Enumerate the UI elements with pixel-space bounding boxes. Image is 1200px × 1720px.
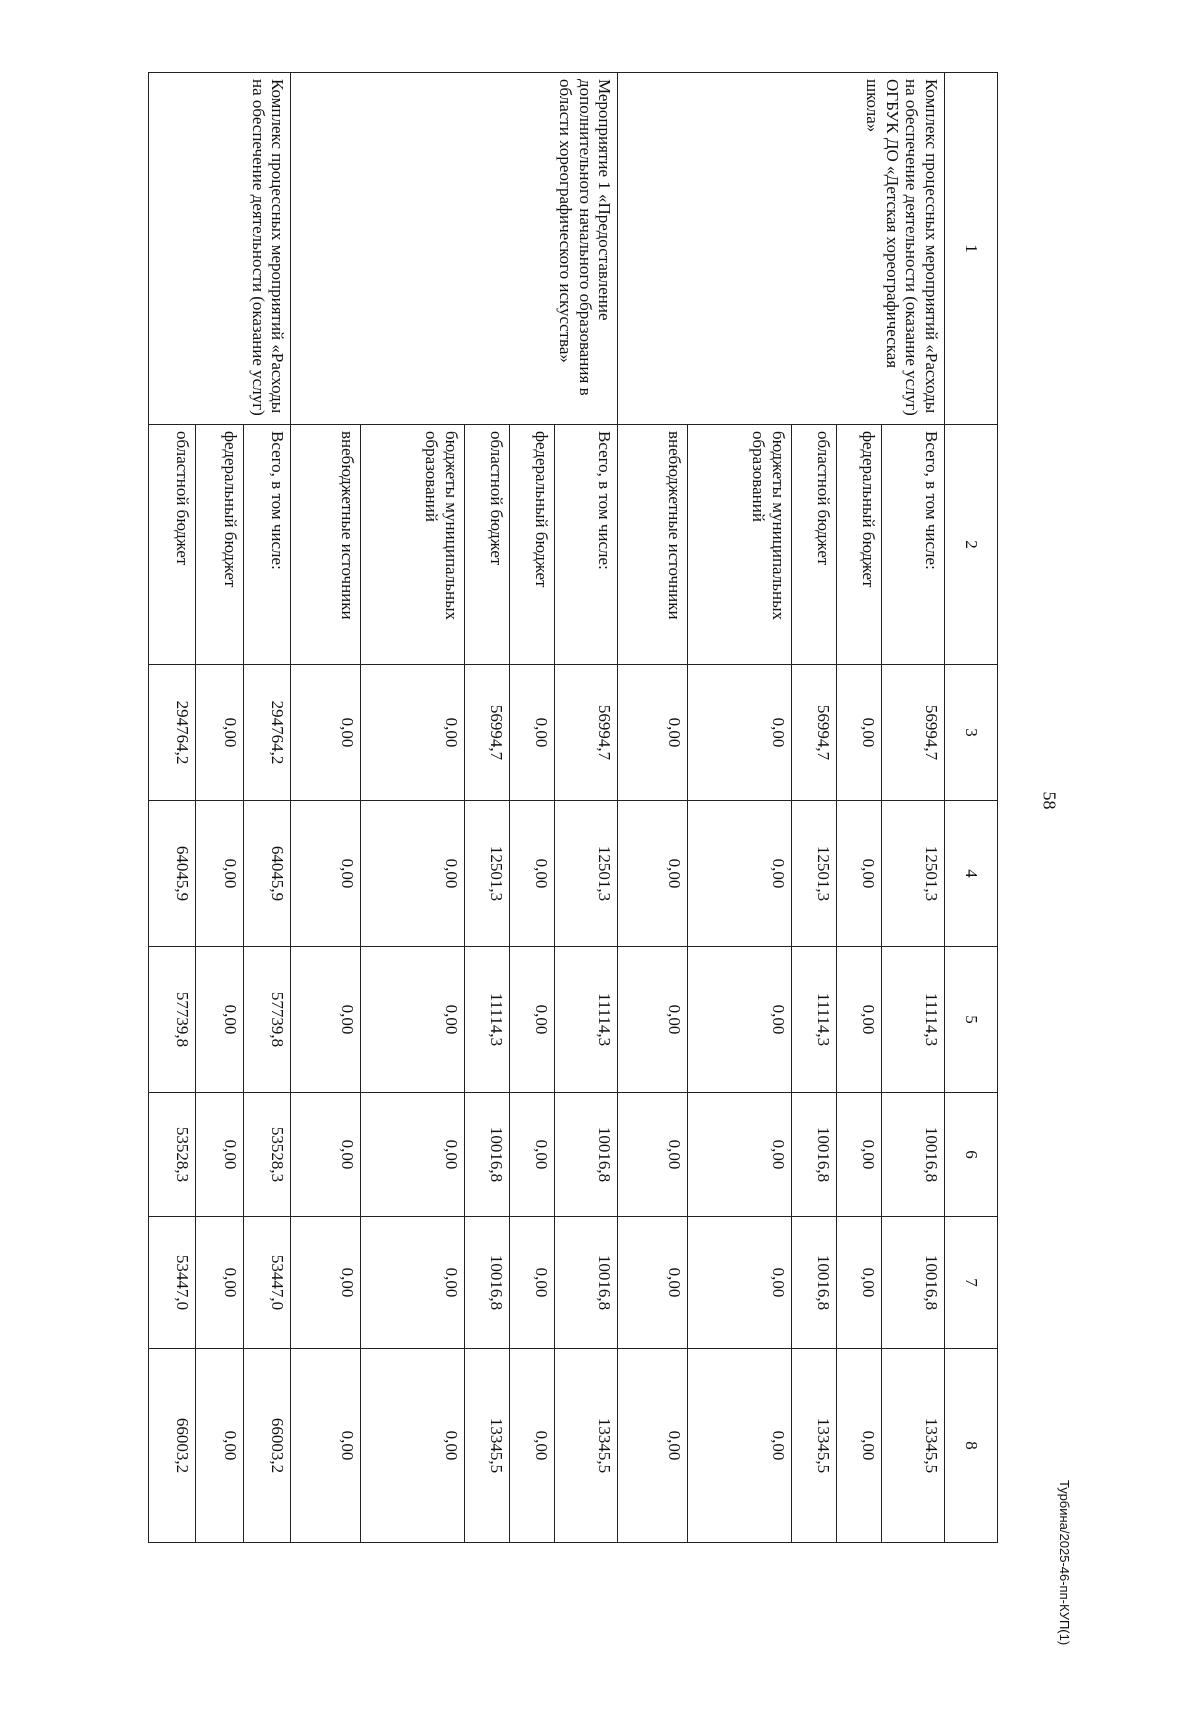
amount-cell: 56994,7 bbox=[881, 665, 944, 801]
page-number: 58 bbox=[1039, 791, 1060, 810]
amount-cell: 10016,8 bbox=[554, 1093, 617, 1217]
amount-cell: 0,00 bbox=[196, 801, 243, 947]
amount-cell: 0,00 bbox=[836, 801, 881, 947]
amount-cell: 0,00 bbox=[196, 1217, 243, 1349]
amount-cell: 13345,5 bbox=[554, 1349, 617, 1543]
amount-cell: 0,00 bbox=[361, 947, 465, 1093]
amount-cell: 0,00 bbox=[196, 665, 243, 801]
amount-cell: 0,00 bbox=[618, 801, 688, 947]
amount-cell: 13345,5 bbox=[881, 1349, 944, 1543]
amount-cell: 0,00 bbox=[836, 1217, 881, 1349]
amount-cell: 10016,8 bbox=[554, 1217, 617, 1349]
amount-cell: 0,00 bbox=[196, 1093, 243, 1217]
amount-cell: 0,00 bbox=[509, 1349, 554, 1543]
amount-cell: 294764,2 bbox=[149, 665, 196, 801]
table-row bbox=[554, 73, 617, 1543]
amount-cell: 10016,8 bbox=[464, 1093, 509, 1217]
activity-name: Комплекс процессных мероприятий «Расходы на обеспечение деятельности (оказание услуг) bbox=[149, 73, 291, 425]
amount-cell: 0,00 bbox=[687, 665, 791, 801]
amount-cell: 13345,5 bbox=[791, 1349, 836, 1543]
amount-cell: 53528,3 bbox=[243, 1093, 290, 1217]
funding-source: федеральный бюджет bbox=[836, 425, 881, 665]
amount-cell: 12501,3 bbox=[791, 801, 836, 947]
budget-table-container bbox=[148, 72, 998, 1542]
document-code: Турбина/2025-46-пп-КУП(1) bbox=[1057, 1480, 1072, 1646]
amount-cell: 0,00 bbox=[687, 1349, 791, 1543]
amount-cell: 10016,8 bbox=[791, 1093, 836, 1217]
funding-source: Всего, в том числе: bbox=[554, 425, 617, 665]
funding-source: бюджеты муниципальных образований bbox=[361, 425, 465, 665]
amount-cell: 0,00 bbox=[509, 665, 554, 801]
amount-cell: 0,00 bbox=[291, 801, 361, 947]
amount-cell: 294764,2 bbox=[243, 665, 290, 801]
amount-cell: 0,00 bbox=[509, 1217, 554, 1349]
amount-cell: 0,00 bbox=[836, 947, 881, 1093]
amount-cell: 57739,8 bbox=[149, 947, 196, 1093]
amount-cell: 0,00 bbox=[196, 947, 243, 1093]
amount-cell: 0,00 bbox=[836, 1093, 881, 1217]
amount-cell: 56994,7 bbox=[464, 665, 509, 801]
column-header-3: 3 bbox=[945, 665, 998, 801]
table-row bbox=[881, 73, 944, 1543]
amount-cell: 57739,8 bbox=[243, 947, 290, 1093]
funding-source: Всего, в том числе: bbox=[881, 425, 944, 665]
amount-cell: 0,00 bbox=[291, 665, 361, 801]
amount-cell: 0,00 bbox=[509, 1093, 554, 1217]
funding-source: федеральный бюджет bbox=[196, 425, 243, 665]
amount-cell: 0,00 bbox=[687, 1093, 791, 1217]
column-header-8: 8 bbox=[945, 1349, 998, 1543]
funding-source: внебюджетные источники bbox=[618, 425, 688, 665]
funding-source: областной бюджет bbox=[791, 425, 836, 665]
funding-source: областной бюджет bbox=[149, 425, 196, 665]
amount-cell: 53528,3 bbox=[149, 1093, 196, 1217]
column-header-5: 5 bbox=[945, 947, 998, 1093]
amount-cell: 0,00 bbox=[687, 947, 791, 1093]
funding-source: Всего, в том числе: bbox=[243, 425, 290, 665]
funding-source: бюджеты муниципальных образований bbox=[687, 425, 791, 665]
amount-cell: 11114,3 bbox=[791, 947, 836, 1093]
amount-cell: 0,00 bbox=[618, 1093, 688, 1217]
amount-cell: 10016,8 bbox=[881, 1217, 944, 1349]
amount-cell: 0,00 bbox=[291, 947, 361, 1093]
amount-cell: 0,00 bbox=[361, 1349, 465, 1543]
amount-cell: 66003,2 bbox=[149, 1349, 196, 1543]
column-header-7: 7 bbox=[945, 1217, 998, 1349]
amount-cell: 0,00 bbox=[618, 1349, 688, 1543]
amount-cell: 11114,3 bbox=[554, 947, 617, 1093]
amount-cell: 0,00 bbox=[836, 1349, 881, 1543]
amount-cell: 0,00 bbox=[361, 1217, 465, 1349]
column-header-4: 4 bbox=[945, 801, 998, 947]
amount-cell: 10016,8 bbox=[881, 1093, 944, 1217]
activity-name: Комплекс процессных мероприятий «Расходы на обеспечение деятельности (оказание услуг) ОГБУК ДО «Детская хореографическая школа» bbox=[618, 73, 945, 425]
amount-cell: 0,00 bbox=[836, 665, 881, 801]
amount-cell: 0,00 bbox=[361, 801, 465, 947]
amount-cell: 0,00 bbox=[509, 947, 554, 1093]
amount-cell: 0,00 bbox=[361, 1093, 465, 1217]
amount-cell: 0,00 bbox=[687, 1217, 791, 1349]
funding-source: внебюджетные источники bbox=[291, 425, 361, 665]
amount-cell: 53447,0 bbox=[149, 1217, 196, 1349]
amount-cell: 0,00 bbox=[196, 1349, 243, 1543]
amount-cell: 53447,0 bbox=[243, 1217, 290, 1349]
funding-source: областной бюджет bbox=[464, 425, 509, 665]
amount-cell: 0,00 bbox=[291, 1093, 361, 1217]
amount-cell: 64045,9 bbox=[149, 801, 196, 947]
amount-cell: 56994,7 bbox=[791, 665, 836, 801]
amount-cell: 10016,8 bbox=[791, 1217, 836, 1349]
amount-cell: 0,00 bbox=[618, 665, 688, 801]
budget-table bbox=[148, 72, 998, 1543]
amount-cell: 10016,8 bbox=[464, 1217, 509, 1349]
amount-cell: 56994,7 bbox=[554, 665, 617, 801]
amount-cell: 12501,3 bbox=[881, 801, 944, 947]
amount-cell: 13345,5 bbox=[464, 1349, 509, 1543]
amount-cell: 0,00 bbox=[618, 947, 688, 1093]
amount-cell: 0,00 bbox=[361, 665, 465, 801]
amount-cell: 11114,3 bbox=[464, 947, 509, 1093]
amount-cell: 0,00 bbox=[291, 1349, 361, 1543]
funding-source: федеральный бюджет bbox=[509, 425, 554, 665]
amount-cell: 0,00 bbox=[687, 801, 791, 947]
amount-cell: 0,00 bbox=[509, 801, 554, 947]
amount-cell: 12501,3 bbox=[554, 801, 617, 947]
header-row bbox=[945, 73, 998, 1543]
table-row bbox=[243, 73, 290, 1543]
amount-cell: 0,00 bbox=[291, 1217, 361, 1349]
amount-cell: 0,00 bbox=[618, 1217, 688, 1349]
amount-cell: 11114,3 bbox=[881, 947, 944, 1093]
amount-cell: 64045,9 bbox=[243, 801, 290, 947]
amount-cell: 12501,3 bbox=[464, 801, 509, 947]
column-header-2: 2 bbox=[945, 425, 998, 665]
amount-cell: 66003,2 bbox=[243, 1349, 290, 1543]
column-header-1: 1 bbox=[945, 73, 998, 425]
column-header-6: 6 bbox=[945, 1093, 998, 1217]
activity-name: Мероприятие 1 «Предоставление дополнительного начального образования в области хореографического искусства» bbox=[291, 73, 618, 425]
